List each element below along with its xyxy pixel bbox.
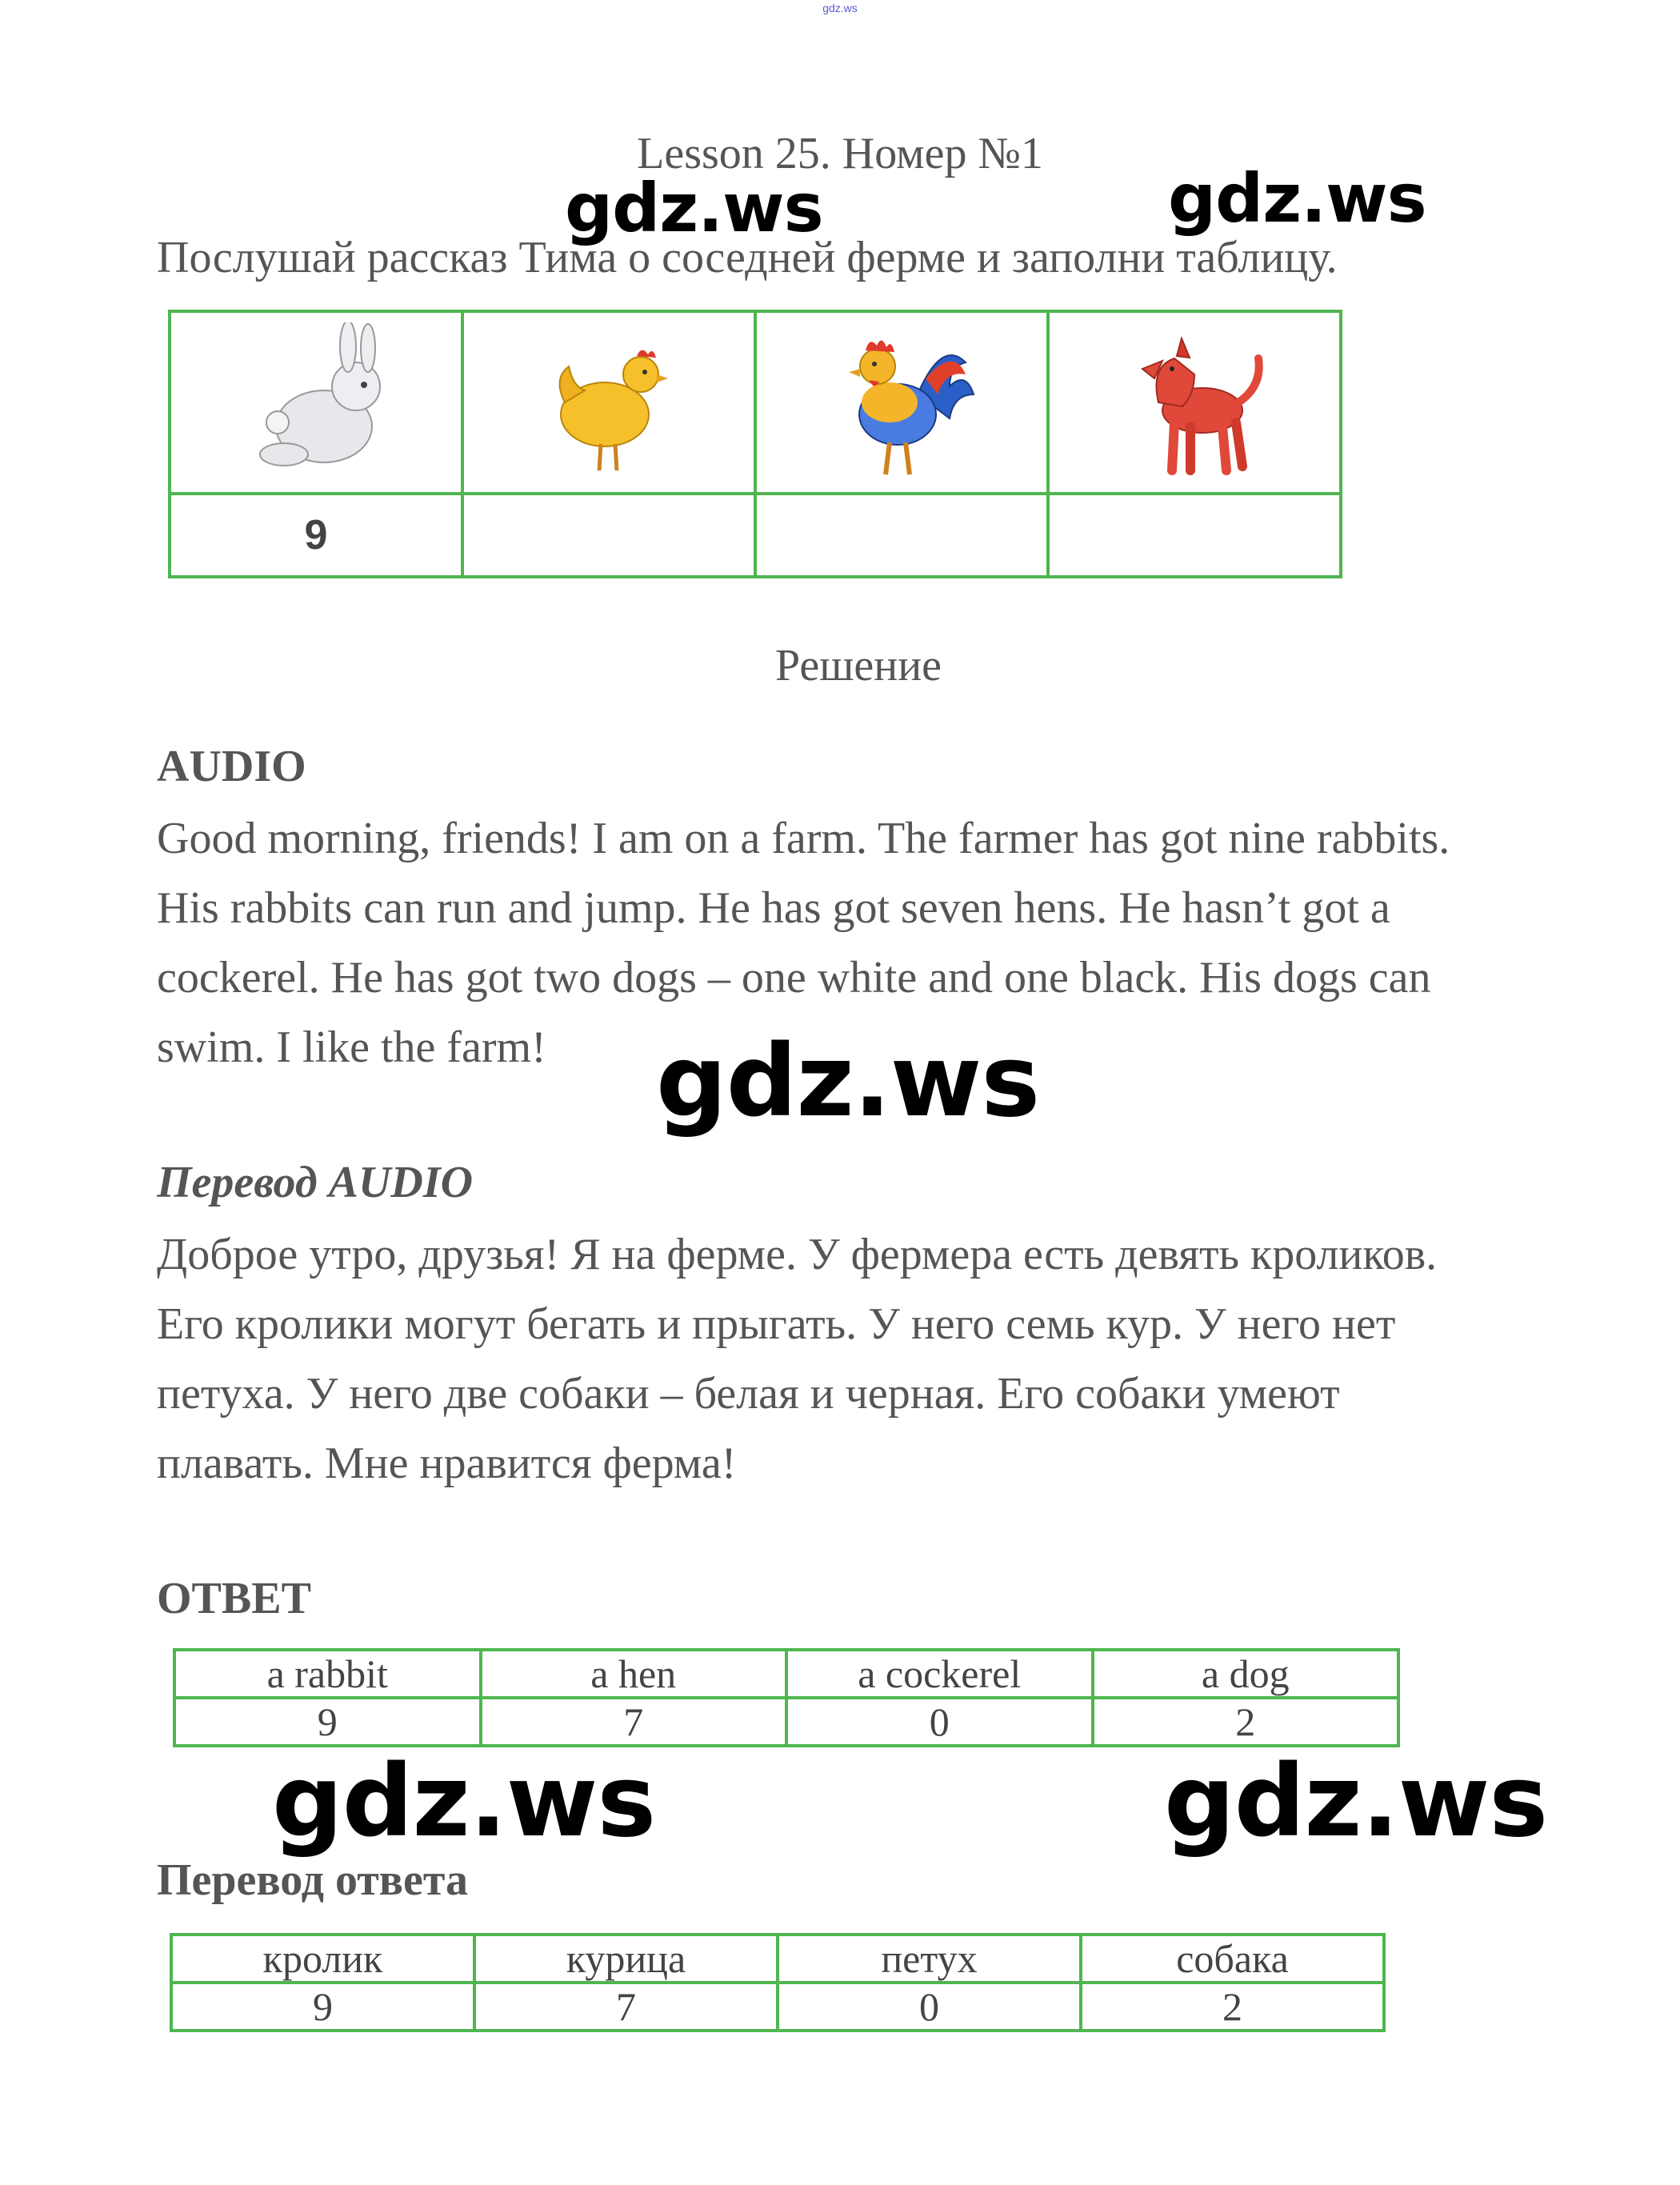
answer-value: 9: [174, 1698, 481, 1746]
watermark: gdz.ws: [1164, 1744, 1548, 1859]
rabbit-cell: [170, 311, 462, 494]
animal-picture-table: [168, 310, 1342, 578]
answer-translation-header: кролик: [171, 1935, 474, 1983]
dog-count: [1048, 494, 1341, 577]
translation-heading: Перевод AUDIO: [157, 1158, 474, 1207]
answer-header: a rabbit: [174, 1650, 481, 1698]
page-title: Lesson 25. Номер №1: [637, 129, 1043, 178]
audio-line: cockerel. He has got two dogs – one white and one black. His dogs can: [157, 953, 1431, 1002]
answer-translation-header: петух: [778, 1935, 1081, 1983]
hen-cell: [462, 311, 755, 494]
audio-line: swim. I like the farm!: [157, 1022, 546, 1072]
rabbit-count: 9: [170, 494, 462, 577]
answer-translation-value: 9: [171, 1983, 474, 2031]
cockerel-cell: [755, 311, 1048, 494]
dog-cell: [1048, 311, 1341, 494]
watermark: gdz.ws: [565, 169, 823, 247]
dog-icon: [1114, 322, 1274, 482]
audio-heading: AUDIO: [157, 742, 306, 791]
answer-table: [173, 1648, 1400, 1747]
answer-value: 2: [1093, 1698, 1399, 1746]
watermark: gdz.ws: [656, 1024, 1040, 1139]
cockerel-count: [755, 494, 1048, 577]
watermark: gdz.ws: [272, 1744, 656, 1859]
answer-header: a hen: [481, 1650, 787, 1698]
hen-count: [462, 494, 755, 577]
answer-translation-value: 0: [778, 1983, 1081, 2031]
answer-translation-table: [170, 1933, 1386, 2032]
audio-line: Good morning, friends! I am on a farm. The farmer has got nine rabbits.: [157, 814, 1450, 863]
translation-line: петуха. У него две собаки – белая и черная. Его собаки умеют: [157, 1369, 1340, 1419]
answer-value: 7: [481, 1698, 787, 1746]
answer-translation-header: курица: [474, 1935, 778, 1983]
answer-translation-value: 2: [1081, 1983, 1384, 2031]
hen-icon: [529, 322, 689, 482]
solution-heading: Решение: [774, 641, 942, 690]
audio-line: His rabbits can run and jump. He has got seven hens. He hasn’t got a: [157, 883, 1390, 933]
translation-line: плавать. Мне нравится ферма!: [157, 1439, 737, 1488]
translation-line: Доброе утро, друзья! Я на ферме. У фермера есть девять кроликов.: [157, 1230, 1438, 1279]
watermark: gdz.ws: [1168, 159, 1426, 238]
answer-value: 0: [786, 1698, 1093, 1746]
answer-translation-heading: Перевод ответа: [157, 1855, 469, 1905]
cockerel-icon: [822, 322, 982, 482]
task-text: Послушай рассказ Тима о соседней ферме и заполни таблицу.: [157, 233, 1338, 282]
rabbit-icon: [236, 322, 396, 482]
source-mark: gdz.ws: [822, 2, 858, 14]
answer-header: a dog: [1093, 1650, 1399, 1698]
answer-translation-value: 7: [474, 1983, 778, 2031]
answer-translation-header: собака: [1081, 1935, 1384, 1983]
translation-line: Его кролики могут бегать и прыгать. У него семь кур. У него нет: [157, 1299, 1396, 1349]
answer-header: a cockerel: [786, 1650, 1093, 1698]
answer-heading: ОТВЕТ: [157, 1574, 311, 1623]
translation-text: [157, 1220, 1565, 1499]
